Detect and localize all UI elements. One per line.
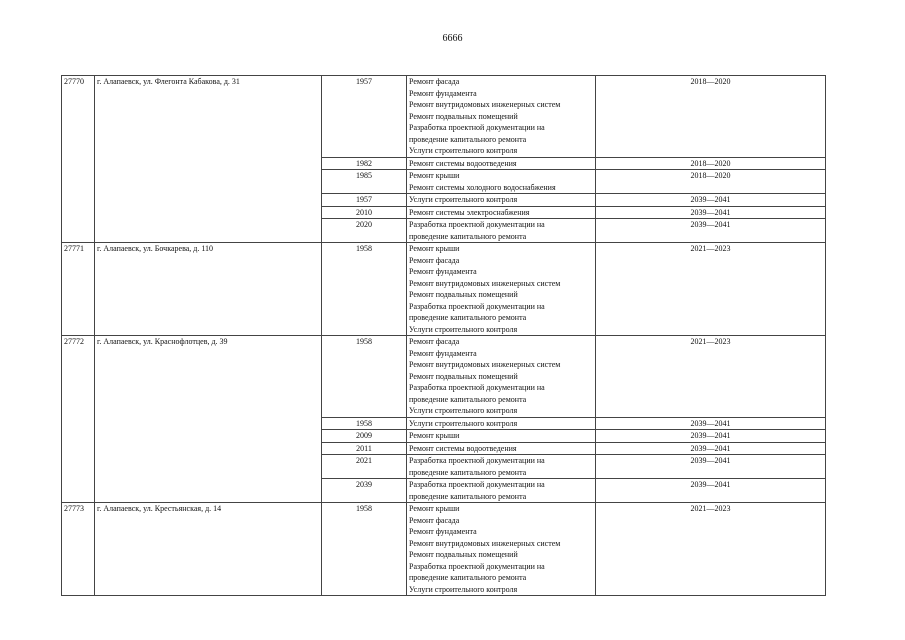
- work-item: Услуги строительного контроля: [409, 146, 518, 155]
- work-item: Услуги строительного контроля: [409, 418, 518, 428]
- repair-period: 2021—2023: [596, 243, 826, 336]
- repair-period: 2039—2041: [596, 430, 826, 443]
- work-item: Ремонт крыши: [409, 504, 460, 513]
- work-item: Ремонт фасада: [409, 255, 460, 265]
- commission-year: 1958: [322, 503, 407, 596]
- works-list: [407, 336, 596, 418]
- work-item: Ремонт внутридомовых инженерных систем: [409, 538, 561, 548]
- record-id: 27772: [62, 336, 95, 503]
- repair-period: 2039—2041: [596, 194, 826, 207]
- page-number: 6666: [442, 33, 463, 44]
- work-item: проведение капитального ремонта: [409, 467, 527, 477]
- repair-period: 2018—2020: [596, 170, 826, 194]
- record-address: г. Алапаевск, ул. Флегонта Кабакова, д. 31: [95, 76, 322, 243]
- work-item: Ремонт фундамента: [409, 88, 477, 98]
- work-item: проведение капитального ремонта: [409, 134, 527, 144]
- work-item: Ремонт системы водоотведения: [409, 443, 517, 453]
- work-item: Ремонт системы электроснабжения: [409, 207, 530, 217]
- table-body: [62, 76, 826, 596]
- works-list: [407, 442, 596, 455]
- works-list: [407, 417, 596, 430]
- commission-year: 1958: [322, 417, 407, 430]
- record-address: г. Алапаевск, ул. Бочкарева, д. 110: [95, 243, 322, 336]
- work-item: Разработка проектной документации на: [409, 220, 545, 229]
- work-item: Ремонт фасада: [409, 515, 460, 525]
- commission-year: 2021: [322, 455, 407, 479]
- work-item: Ремонт фасада: [409, 77, 460, 86]
- work-item: Ремонт крыши: [409, 244, 460, 253]
- work-item: проведение капитального ремонта: [409, 573, 527, 582]
- work-item: Ремонт фундамента: [409, 348, 477, 358]
- table-row: [62, 503, 826, 596]
- work-item: проведение капитального ремонта: [409, 313, 527, 322]
- record-id: 27773: [62, 503, 95, 596]
- work-item: Ремонт системы водоотведения: [409, 158, 517, 168]
- record-address: г. Алапаевск, ул. Крестьянская, д. 14: [95, 503, 322, 596]
- record-address: г. Алапаевск, ул. Краснофлотцев, д. 39: [95, 336, 322, 503]
- work-item: проведение капитального ремонта: [409, 491, 527, 501]
- works-list: [407, 76, 596, 158]
- works-list: [407, 455, 596, 479]
- work-item: Ремонт внутридомовых инженерных систем: [409, 360, 561, 369]
- works-list: [407, 479, 596, 503]
- record-id: 27770: [62, 76, 95, 243]
- commission-year: 2020: [322, 219, 407, 243]
- work-item: Разработка проектной документации на: [409, 123, 545, 132]
- work-item: Ремонт внутридомовых инженерных систем: [409, 100, 561, 109]
- commission-year: 2039: [322, 479, 407, 503]
- work-item: Ремонт подвальных помещений: [409, 111, 518, 121]
- commission-year: 2009: [322, 430, 407, 443]
- repair-period: 2021—2023: [596, 336, 826, 418]
- commission-year: 1985: [322, 170, 407, 194]
- commission-year: 2010: [322, 206, 407, 219]
- work-item: Ремонт подвальных помещений: [409, 550, 518, 559]
- work-item: Разработка проектной документации на: [409, 383, 545, 392]
- work-item: проведение капитального ремонта: [409, 231, 527, 241]
- commission-year: 1958: [322, 243, 407, 336]
- works-list: [407, 157, 596, 170]
- table-row: [62, 336, 826, 418]
- works-list: [407, 430, 596, 443]
- repair-period: 2039—2041: [596, 206, 826, 219]
- work-item: Разработка проектной документации на: [409, 301, 545, 311]
- commission-year: 1957: [322, 76, 407, 158]
- repair-period: 2039—2041: [596, 417, 826, 430]
- work-item: Ремонт внутридомовых инженерных систем: [409, 278, 561, 288]
- work-item: Ремонт крыши: [409, 171, 460, 180]
- work-item: Ремонт системы холодного водоснабжения: [409, 182, 556, 192]
- work-item: Услуги строительного контроля: [409, 195, 518, 204]
- record-id: 27771: [62, 243, 95, 336]
- work-item: Ремонт фундамента: [409, 527, 477, 536]
- works-list: [407, 206, 596, 219]
- works-list: [407, 170, 596, 194]
- works-list: [407, 219, 596, 243]
- work-item: Ремонт фундамента: [409, 267, 477, 276]
- works-list: [407, 243, 596, 336]
- work-item: Услуги строительного контроля: [409, 406, 518, 415]
- work-item: Разработка проектной документации на: [409, 561, 545, 571]
- commission-year: 1982: [322, 157, 407, 170]
- work-item: Ремонт фасада: [409, 337, 460, 346]
- table-row: [62, 243, 826, 336]
- commission-year: 1958: [322, 336, 407, 418]
- commission-year: 2011: [322, 442, 407, 455]
- repair-period: 2039—2041: [596, 455, 826, 479]
- capital-repair-table: [61, 75, 826, 596]
- repair-period: 2039—2041: [596, 479, 826, 503]
- work-item: Ремонт крыши: [409, 431, 460, 440]
- work-item: Услуги строительного контроля: [409, 324, 518, 334]
- repair-period: 2018—2020: [596, 157, 826, 170]
- repair-period: 2018—2020: [596, 76, 826, 158]
- works-list: [407, 503, 596, 596]
- work-item: Разработка проектной документации на: [409, 456, 545, 465]
- works-list: [407, 194, 596, 207]
- repair-period: 2021—2023: [596, 503, 826, 596]
- repair-period: 2039—2041: [596, 442, 826, 455]
- work-item: Ремонт подвальных помещений: [409, 290, 518, 299]
- work-item: Ремонт подвальных помещений: [409, 371, 518, 381]
- work-item: Разработка проектной документации на: [409, 480, 545, 489]
- work-item: проведение капитального ремонта: [409, 394, 527, 404]
- repair-period: 2039—2041: [596, 219, 826, 243]
- work-item: Услуги строительного контроля: [409, 584, 518, 594]
- table-row: [62, 76, 826, 158]
- commission-year: 1957: [322, 194, 407, 207]
